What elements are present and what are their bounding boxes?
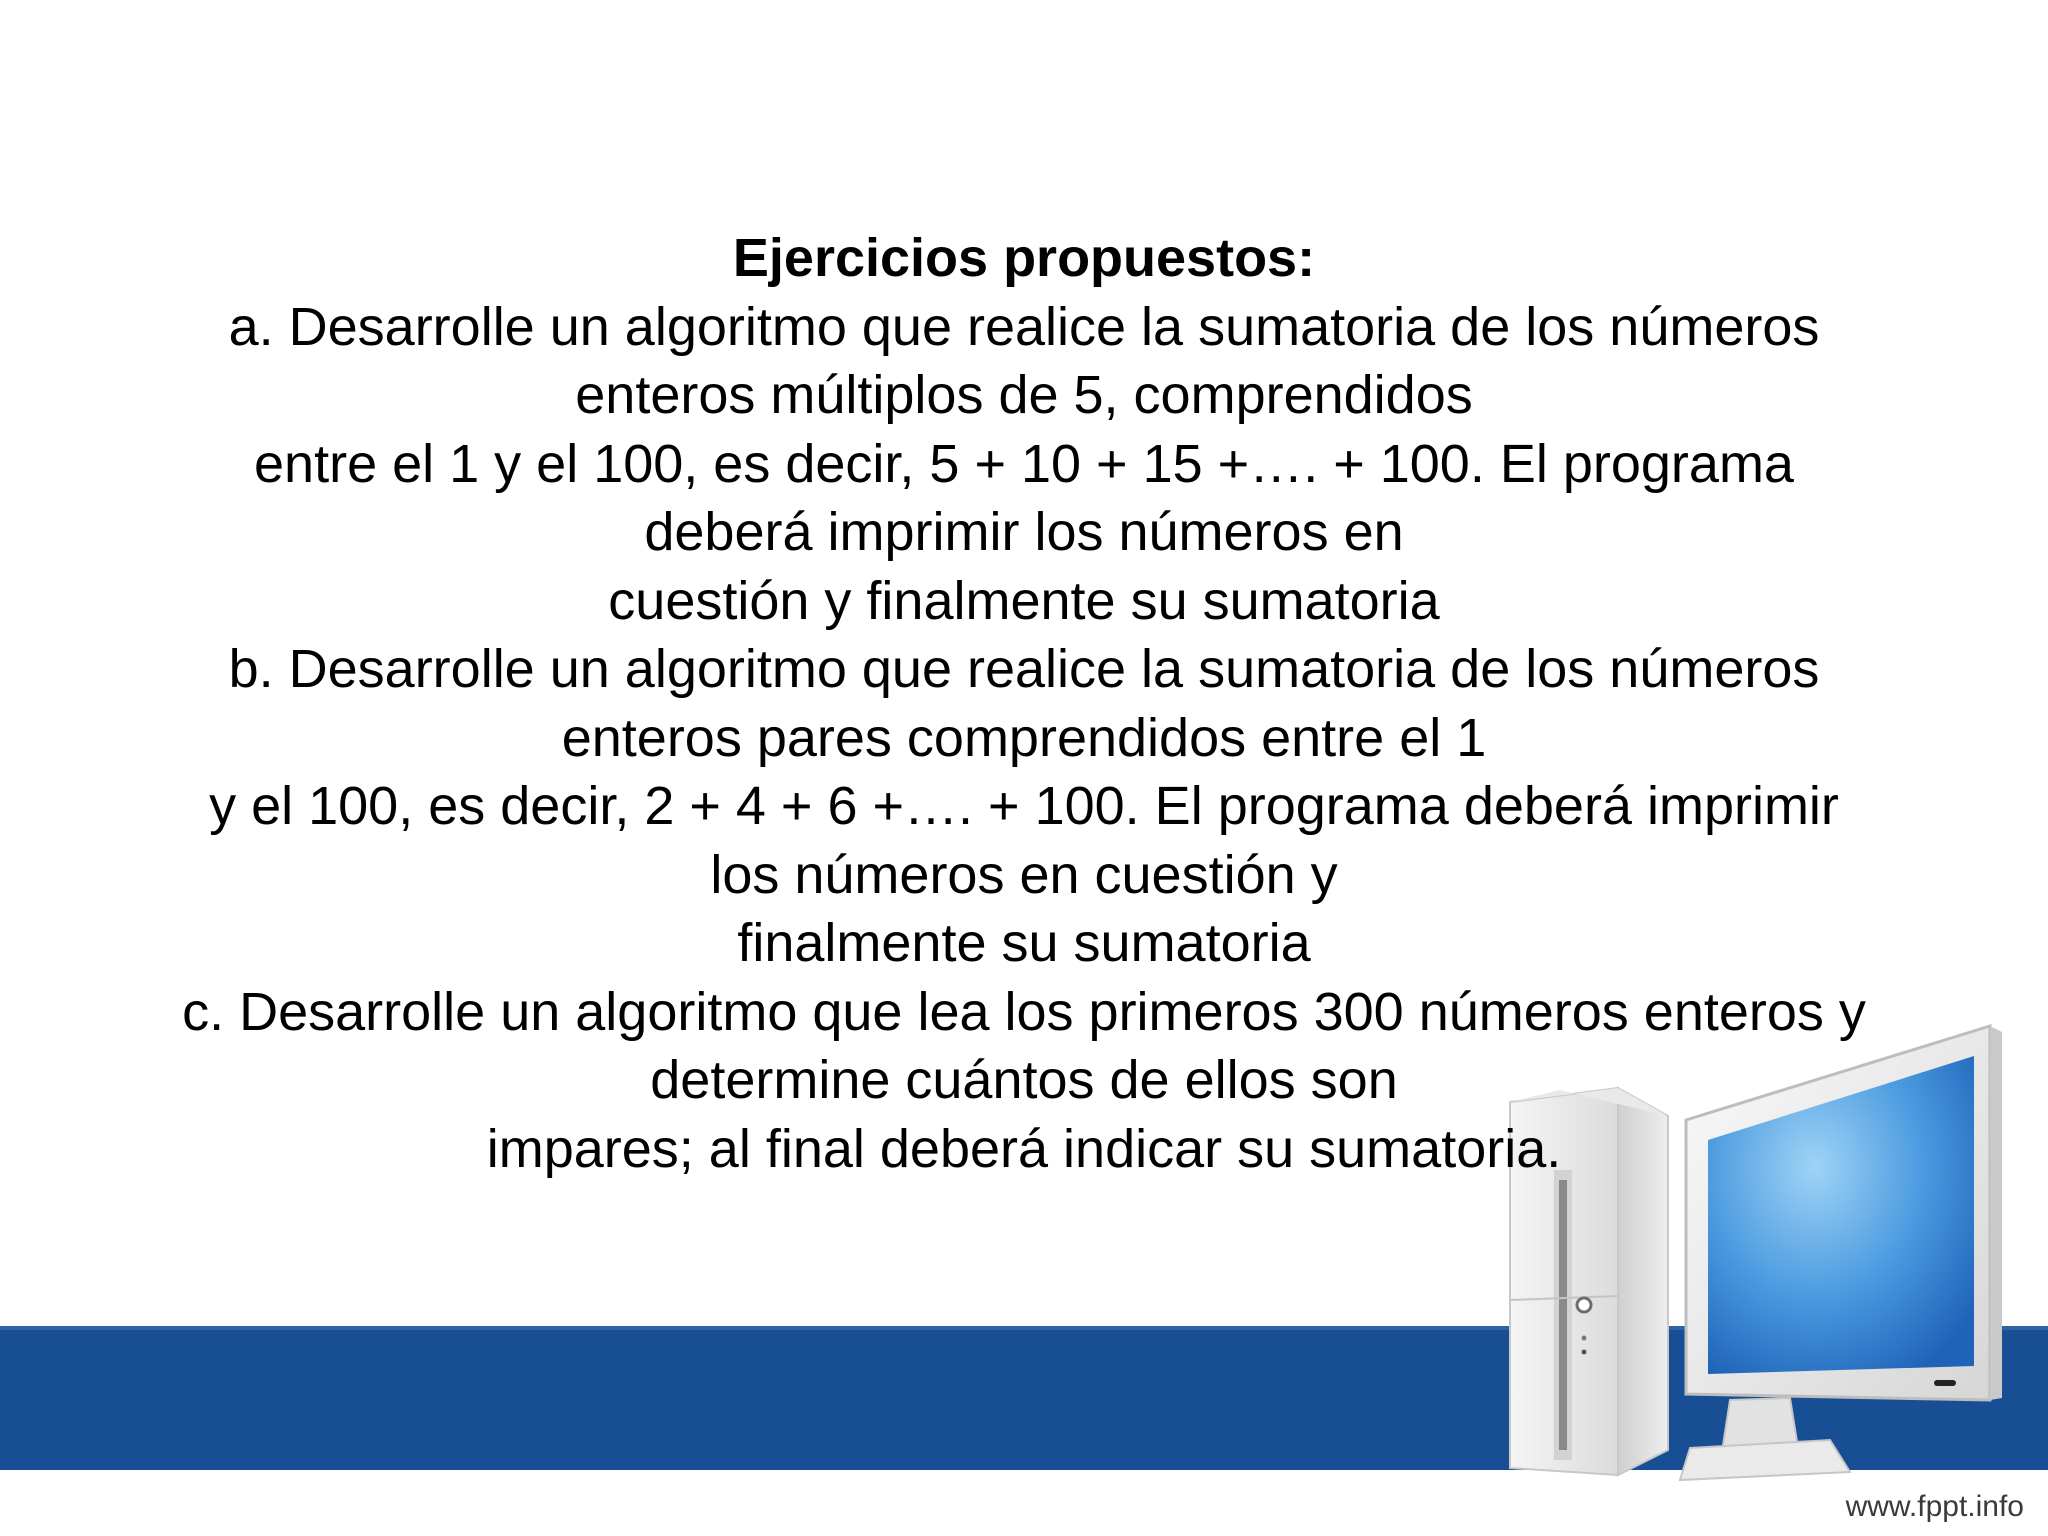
text-line: finalmente su sumatoria	[737, 913, 1311, 973]
footer-url: www.fppt.info	[1845, 1490, 2024, 1523]
text-line: y el 100, es decir, 2 + 4 + 6 +…. + 100. El programa deberá imprimir	[209, 776, 1839, 836]
text-line: entre el 1 y el 100, es decir, 5 + 10 + 15 +…. + 100. El programa	[254, 433, 1794, 494]
text-line: a. Desarrolle un algoritmo que realice la sumatoria de los números	[228, 296, 1820, 357]
text-line: deberá imprimir los números en	[644, 502, 1404, 562]
text-line: impares; al final deberá indicar su sumatoria.	[486, 1118, 1562, 1179]
slide-title: Ejercicios propuestos:	[732, 228, 1316, 288]
slide-content	[0, 224, 2048, 1183]
text-line: c. Desarrolle un algoritmo que lea los primeros 300 números enteros y	[182, 981, 1866, 1042]
text-line: cuestión y finalmente su sumatoria	[608, 570, 1440, 631]
text-line: enteros múltiplos de 5, comprendidos	[575, 365, 1473, 425]
text-line: b. Desarrolle un algoritmo que realice la sumatoria de los números	[228, 639, 1820, 699]
text-line: los números en cuestión y	[710, 844, 1338, 905]
text-line: enteros pares comprendidos entre el 1	[561, 707, 1487, 768]
text-line: determine cuántos de ellos son	[650, 1050, 1398, 1110]
